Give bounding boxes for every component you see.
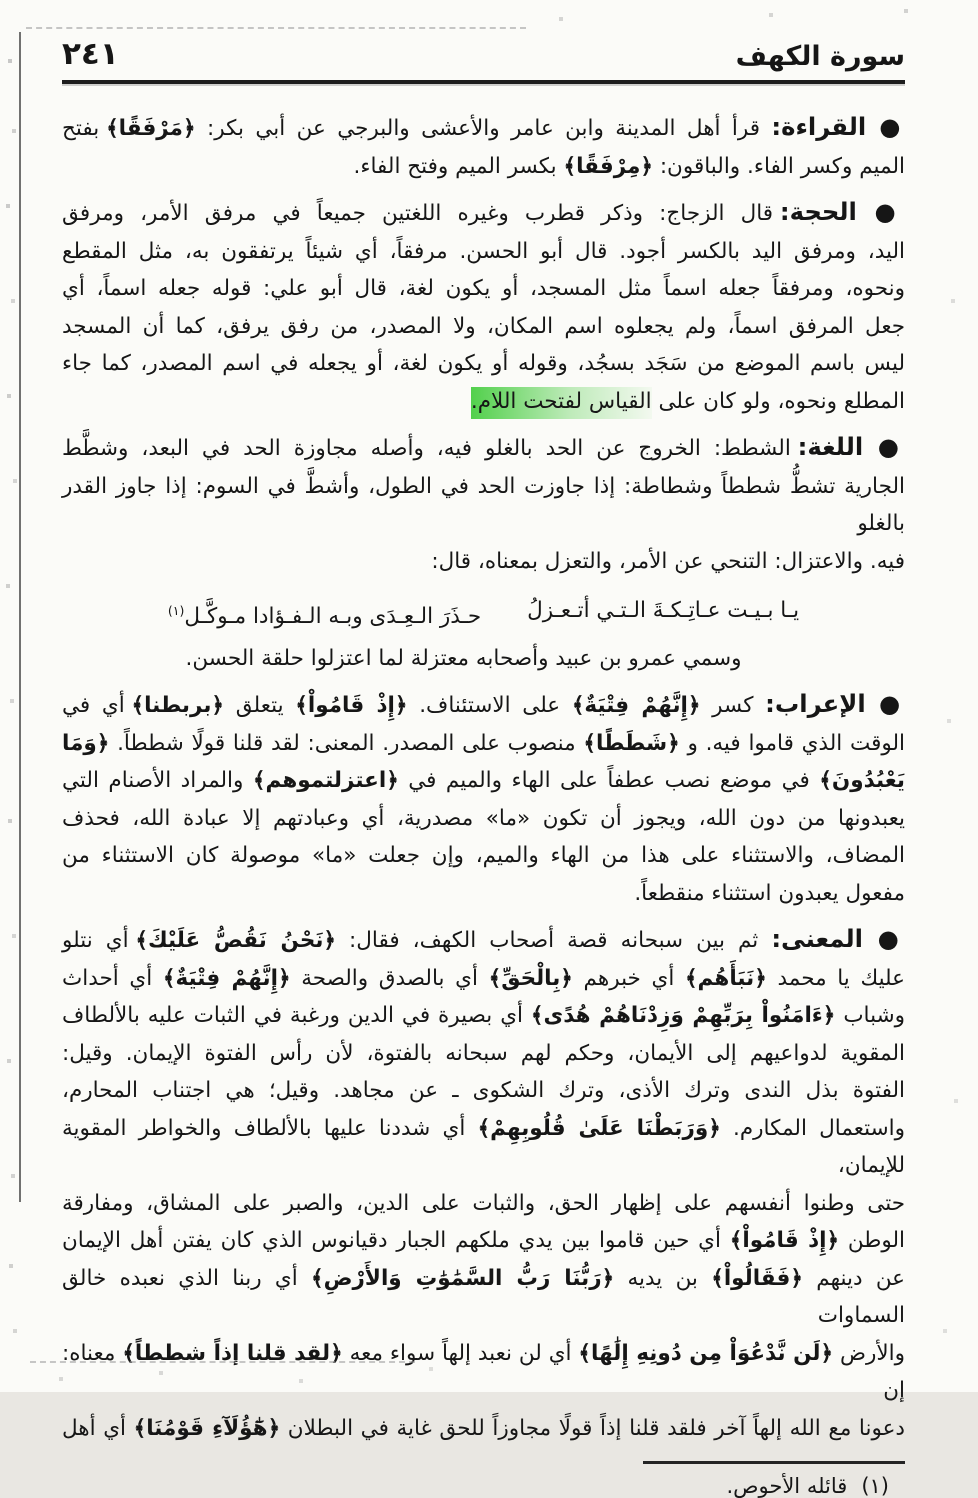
page-number: ٢٤١ (62, 36, 119, 72)
text-line: جعل المرفق اسماً، ولم يجعلوه اسم المكان، ولا المصدر، من رفق يرفق، كما أن المسجد (62, 313, 905, 339)
mutazilah-note: وسمي عمرو بن عبيد وأصحابه معتزلة لما اعتزلوا حلقة الحسن. (185, 645, 742, 671)
footnote-marker: (١) (861, 1474, 889, 1498)
paragraph-qiraah (62, 108, 905, 185)
text-line: حتى وطنوا أنفسهم على إظهار الحق، والثبات على الدين، والصبر على المشاق، ومفارقة (62, 1190, 905, 1216)
footnote-text: قائله الأحوص. (726, 1474, 848, 1498)
text-line: فيه. والاعتزال: التنحي عن الأمر، والتعزل بمعناه، قال: (431, 548, 905, 574)
text-line: مفعول يعبدون استثناء منقطعاً. (634, 880, 905, 906)
text-line: المطلع ونحوه، ولو كان على القياس لفتحت اللام. (62, 383, 905, 421)
text-line: ونحوه، ومرفقاً جعله اسماً مثل المسجد، أو يكون لغة، قال أبو علي: قوله جعله اسماً، أي (62, 276, 905, 301)
text-line: ● المعنى: ثم بين سبحانه قصة أصحاب الكهف، فقال: ﴿نَحْنُ نَقُصُّ عَلَيْكَ﴾ أي نتلو (62, 924, 906, 954)
verse-hemistich-2 (168, 592, 481, 636)
paragraph-maana (62, 920, 905, 1447)
text-line: المقوية لدواعيهم إلى الأيمان، وحكم لهم سبحانه بالفتوة، لأن رأس الفتوة الإيمان. وقيل: (62, 1040, 905, 1066)
text-line: ● الحجة: قال الزجاج: وذكر قطرب وغيره اللغتين جميعاً في مرفق الأمر، ومرفق (62, 197, 906, 226)
paragraph-irab (62, 685, 905, 912)
text-line: عليك يا محمد ﴿نَبَأَهُم﴾ أي خبرهم ﴿بِالْحَقِّ﴾ أي بالصدق والصحة ﴿إِنَّهُمْ فِتْيَةٌ﴾ أي أحداث (62, 965, 905, 991)
text-line: يعبدونها من دون الله، ويجوز أن تكون «ما» مصدرية، أي وعبادتهم إلا عبادة الله، فحذف (62, 805, 905, 831)
text-line: ليس باسم الموضع من سَجَد بسجُد، وقوله أو يكون لغة، أو يجعله في اسم المصدر، كما جاء (62, 351, 905, 376)
page-content (62, 84, 905, 1447)
verse-hemistich-2-text: حـذَرَ الـعِـدَى وبـه الـفـؤادا مـوكَّـل (184, 604, 482, 630)
verse-footnote-marker: (١) (167, 603, 185, 618)
text-line: ● الإعراب: كسر ﴿إِنَّهُمْ فِتْيَةٌ﴾ على الاستئناف. ﴿إِذْ قَامُواْ﴾ يتعلق ﴿بربطنا﴾ أي في (62, 689, 905, 719)
surah-title: سورة الكهف (735, 41, 905, 72)
text-line: واستعمال المكارم. ﴿وَرَبَطْنَا عَلَىٰ قُلُوبِهِمْ﴾ أي شددنا عليها بالألطاف والخواطر المقوية للإيمان، (62, 1115, 905, 1179)
text-line: دعونا مع الله إلهاً آخر فلقد قلنا إذاً قولًا مجاوزاً للحق غاية في البطلان ﴿هَٰٓؤُلَآءِ قَوْمُنَا﴾ أي أهل (62, 1415, 905, 1441)
text-line: عن دينهم ﴿فَقَالُواْ﴾ بن يديه ﴿رَبُّنَا رَبُّ السَّمَٰوَٰتِ وَالأَرْضِ﴾ أي ربنا الذي نعبده خالق السماوات (62, 1265, 906, 1329)
text-line: وشباب ﴿ءَامَنُواْ بِرَبِّهِمْ وَزِدْنَاهُمْ هُدًى﴾ أي بصيرة في الدين ورغبة في الثبات عليه بالألطاف (62, 1003, 905, 1029)
paragraph-hujjah (62, 193, 905, 420)
text-line: الميم وكسر الفاء. والباقون: ﴿مِرْفَقًا﴾ بكسر الميم وفتح الفاء. (353, 153, 905, 179)
paragraph-lughah (62, 428, 905, 580)
verse-line (62, 592, 905, 636)
text-line: اليد، ومرفق اليد بالكسر أجود. قال أبو الحسن. مرفقاً، أي شيئاً يرتفقون به، مثل المقطع (62, 238, 905, 264)
text-line: الوقت الذي قاموا فيه. و ﴿شَطَطًا﴾ منصوب على المصدر. المعنى: لقد قلنا قولًا شططاً. ﴿وَمَا (62, 730, 905, 756)
text-line: يَعْبُدُونَ﴾ في موضع نصب عطفاً على الهاء والميم في ﴿اعتزلتموهم﴾ والمراد الأصنام التي (62, 768, 905, 794)
footnote (62, 1464, 905, 1498)
text-line: الوطن ﴿إِذْ قَامُواْ﴾ أي حين قاموا بين يدي ملكهم الجبار دقيانوس الذي كان يفتن أهل الإيمان (62, 1228, 905, 1254)
scan-noise-specks (0, 0, 2, 2)
page-header (62, 0, 905, 72)
text-line: والأرض ﴿لَن نَّدْعُوَاْ مِن دُونِهِ إِلَٰهًا﴾ أي لن نعبد إلهاً سواء معه ﴿لقد قلنا إذاً شططاً﴾ معناه: إن (62, 1340, 905, 1404)
text-line: ● القراءة: قرأ أهل المدينة وابن عامر والأعشى والبرجي عن أبي بكر: ﴿مَرْفَقًا﴾ بفتح (62, 112, 906, 141)
verse-hemistich-1: يـا بـيـت عـاتِـكـةَ الـتـي أتـعـزلُ (527, 598, 800, 623)
scan-edge-line (19, 32, 21, 1202)
text-line: الفتوة بذل الندى وترك الأذى، وترك الشكوى ـ عن مجاهد. وقيل؛ هي اجتناب المحارم، (62, 1078, 905, 1104)
text-line: ● اللغة: الشطط: الخروج عن الحد بالغلو فيه، وأصله مجاوزة الحد في البعد، وشطَّط (62, 432, 906, 461)
text-line: الجارية تشطُّ شططاً وشطاطة: إذا جاوزت الحد في الطول، وأشطَّ في السوم: إذا جاوز القدر بالغلو (62, 473, 905, 536)
text-line: المضاف، والاستثناء على هذا من الهاء والميم، وإن جعلت «ما» موصولة كان الاستثناء من (62, 843, 905, 869)
